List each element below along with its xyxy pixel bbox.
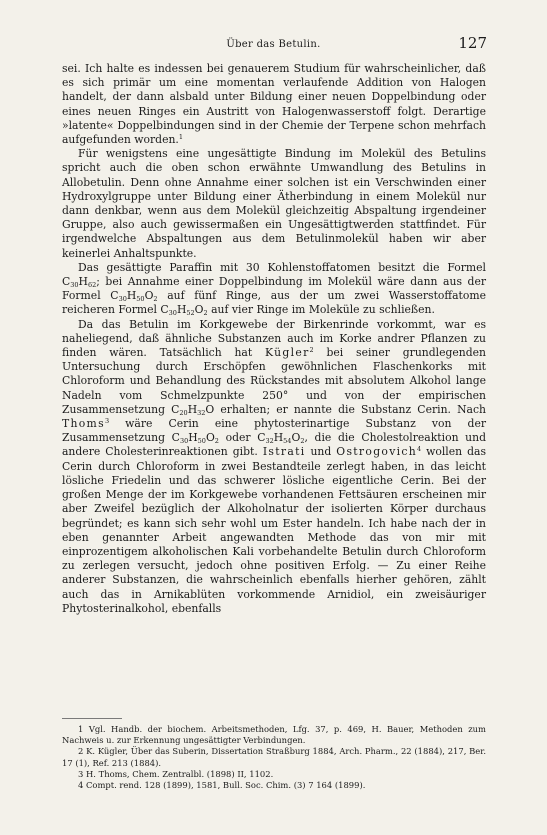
footnote: 1 Vgl. Handb. der biochem. Arbeitsmethoden, Lfg. 37, p. 469, H. Bauer, Methoden zum Nachweis u. zur Erkennung ungesättigter Verbindungen. [62,724,486,746]
formula-subscript: 30 [168,309,177,318]
formula-subscript: 50 [136,295,145,304]
author-name: Ostrogovich [336,445,417,459]
paragraph: Das gesättigte Paraffin mit 30 Kohlenstoffatomen besitzt die Formel $C_{30}H_{62}$; bei Annahme einer Doppelbindung im Molekül wäre dann aus der Formel $C_{30}H_{50}O_2$ auf fünf Ringe, aus der um zwei Wasserstoffatome reicheren Formel $C_{30}H_{52}O_2$ auf vier Ringe im Moleküle zu schließen. [62,260,486,318]
formula-subscript: 62 [87,281,97,290]
footnotes [62,724,486,791]
paragraph: sei. Ich halte es indessen bei genauerem Studium für wahrscheinlicher, daß es sich primär um eine momentan verlaufende Addition von Halogen handelt, der dann alsbald unter Bildung einer neuen Doppelbindung oder eines neuen Ringes ein Austritt von Halogenwasserstoff folgt. Derartige »latente« Doppelbindungen sind in der Chemie der Terpene schon mehrfach aufgefunden worden.$^1$ [62,62,486,147]
body-text [62,62,486,616]
formula-subscript: 32 [197,408,206,417]
author-name: Thoms [62,417,105,431]
formula-subscript: 2 [300,437,305,446]
footnote: 4 Compt. rend. 128 (1899), 1581, Bull. Soc. Chim. (3) 7 164 (1899). [78,780,366,791]
footnote-marker: 4 [416,445,422,454]
footnote-divider [62,718,122,719]
paragraph: Da das Betulin im Korkgewebe der Birkenrinde vorkommt, war es naheliegend, daß ähnliche Substanzen auch im Korke andrer Pflanzen zu finden wären. Tatsächlich hat Kügler$^2$ bei seiner grundlegenden Untersuchung durch Erschöpfen gewöhnlichen Flaschenkorks mit Chloroform und Behandlung des Rückstandes mit absolutem Alkohol lange Nadeln vom Schmelzpunkte 250° und von der empirischen Zusammensetzung $C_{20}H_{32}O$ erhalten; er nannte die Substanz Cerin. Nach Thoms$^3$ wäre Cerin eine phytosterinartige Substanz von der Zusammensetzung $C_{30}H_{50}O_2$ oder $C_{32}H_{54}O_2$, die die Cholestolreaktion und andere Cholesterinreaktionen gibt. Istrati und Ostrogovich$^4$ wollen das Cerin durch Chloroform in zwei Bestandteile zerlegt haben, in das leicht lösliche Friedelin und das schwerer lösliche eigentliche Cerin. Bei der großen Menge der im Korkgewebe vorhandenen Fettsäuren erscheinen mir aber Zweifel bezüglich der Alkoholnatur der isolierten Körper durchaus begründet; es kann sich sehr wohl um Ester handeln. Ich habe nach der in eben genannter Arbeit angewandten Methode das von mir mit einprozentigem alkoholischen Kali vorbehandelte Betulin durch Chloroform zu zerlegen versucht, jedoch ohne positiven Erfolg. — Zu einer Reihe anderer Substanzen, die wahrscheinlich ebenfalls hierher gehören, zählt auch das in Arnikablüten vorkommende Arnidiol, ein zweisäuriger Phytosterinalkohol, ebenfalls [62,317,486,615]
footnote: 2 K. Kügler, Über das Suberin, Dissertation Straßburg 1884, Arch. Pharm., 22 (1884), 217, Ber. 17 (1), Ref. 213 (1884). [62,746,486,768]
formula-subscript: 30 [118,295,127,304]
formula-subscript: 52 [186,309,195,318]
formula-subscript: 2 [153,295,158,304]
formula-subscript: 54 [283,437,292,446]
footnote-marker: 3 [104,417,110,426]
formula-subscript: 32 [265,437,274,446]
formula-subscript: 30 [70,281,79,290]
paragraph: Für wenigstens eine ungesättigte Bindung im Molekül des Betulins spricht auch die oben schon erwähnte Umwandlung des Betulins in Allobetulin. Denn ohne Annahme einer solchen ist ein Verschwinden einer Hydroxylgruppe unter Bildung einer Ätherbindung in einem Molekül nur dann denkbar, wenn aus dem Molekül gleichzeitig Abspaltung irgendeiner Gruppe, also auch gewissermaßen ein Ungesättigtwerden stattfindet. Für irgendwelche Abspaltungen aus dem Betulinmolekül haben wir aber keinerlei Anhaltspunkte. [62,147,486,260]
page-number: 127 [458,34,487,52]
formula-subscript: 50 [197,437,206,446]
author-name: Kügler [265,346,310,360]
formula-subscript: 2 [203,309,208,318]
formula-subscript: 20 [179,408,188,417]
formula-subscript: 2 [214,437,219,446]
footnote: 3 H. Thoms, Chem. Zentralbl. (1898) II, 1102. [78,768,274,779]
footnote-marker: 1 [178,133,184,142]
formula-subscript: 30 [179,437,189,446]
author-name: Istrati [262,445,306,459]
running-title: Über das Betulin. [226,39,321,50]
footnote-marker: 2 [309,346,314,355]
page-header [0,34,547,54]
